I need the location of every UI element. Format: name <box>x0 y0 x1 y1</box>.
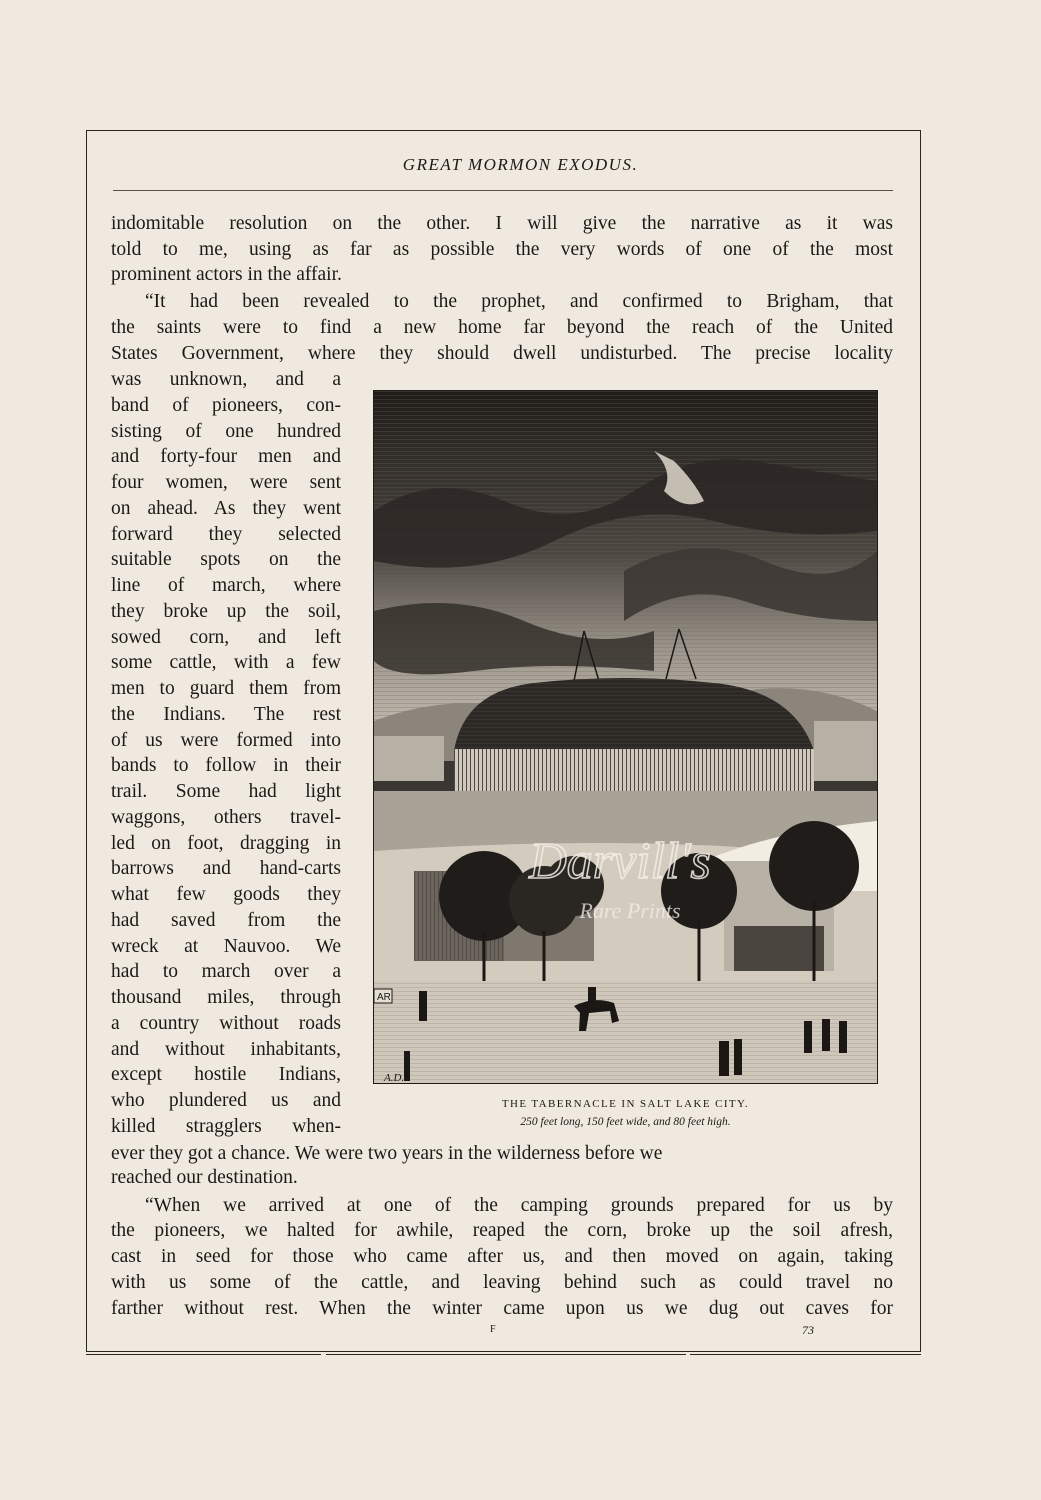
column-text-line: the Indians. The rest <box>111 703 341 725</box>
tabernacle-engraving <box>373 390 878 1084</box>
column-text-line: had to march over a <box>111 961 341 983</box>
column-text-line: a country without roads <box>111 1012 341 1034</box>
column-text-line: and without inhabitants, <box>111 1038 341 1060</box>
text-line: farther without rest. When the winter came upon us we dug out caves for <box>111 1298 893 1319</box>
column-text-line: men to guard them from <box>111 678 341 699</box>
running-head: GREAT MORMON EXODUS. <box>402 155 639 174</box>
column-text-line: some cattle, with a few <box>111 652 341 674</box>
footer-rule-left <box>86 1354 321 1355</box>
sign-label: AR <box>377 992 391 1003</box>
column-text-line: led on foot, dragging in <box>111 832 341 854</box>
signature-mark: F <box>490 1324 496 1335</box>
column-text-line: had saved from the <box>111 909 341 931</box>
column-text-line: on ahead. As they went <box>111 497 341 519</box>
column-text-line: what few goods they <box>111 884 341 905</box>
column-text-line: forward they selected <box>111 523 341 545</box>
illustration-caption: THE TABERNACLE IN SALT LAKE CITY. <box>501 1098 750 1110</box>
watermark-line2: Rare Prints <box>579 898 681 923</box>
text-line: told to me, using as far as possible the very words of one of the most <box>111 239 893 260</box>
text-line: “When we arrived at one of the camping grounds prepared for us by <box>145 1195 893 1216</box>
header-rule <box>113 190 893 191</box>
text-line: “It had been revealed to the prophet, and confirmed to Brigham, that <box>145 291 893 312</box>
text-line: the pioneers, we halted for awhile, reaped the corn, broke up the soil afresh, <box>111 1220 893 1241</box>
column-text-line: except hostile Indians, <box>111 1064 341 1086</box>
artist-signature: A.D. <box>384 1072 405 1083</box>
column-text-line: wreck at Nauvoo. We <box>111 935 341 957</box>
column-text-line: four women, were sent <box>111 472 341 493</box>
column-text-line: waggons, others travel- <box>111 806 341 828</box>
column-text-line: sowed corn, and left <box>111 626 341 648</box>
footer-rule-right <box>690 1354 921 1355</box>
page-number: 73 <box>802 1323 814 1337</box>
column-text-line: who plundered us and <box>111 1090 341 1111</box>
text-line: cast in seed for those who came after us, and then moved on again, taking <box>111 1246 893 1267</box>
column-text-line: sisting of one hundred <box>111 420 341 442</box>
column-text-line: they broke up the soil, <box>111 600 341 622</box>
text-line: with us some of the cattle, and leaving behind such as could travel no <box>111 1272 893 1293</box>
column-text-line: trail. Some had light <box>111 781 341 802</box>
text-line: indomitable resolution on the other. I will give the narrative as it was <box>111 213 893 234</box>
column-text-line: bands to follow in their <box>111 755 341 777</box>
text-line: the saints were to find a new home far beyond the reach of the United <box>111 317 893 338</box>
column-text-line: was unknown, and a <box>111 369 341 390</box>
illustration-dimensions: 250 feet long, 150 feet wide, and 80 feet high. <box>520 1116 731 1128</box>
watermark-line1: Darvill's <box>529 833 711 890</box>
column-text-line: barrows and hand-carts <box>111 858 341 880</box>
column-text-line: line of march, where <box>111 575 341 596</box>
column-text-line: and forty-four men and <box>111 446 341 468</box>
column-text-line: thousand miles, through <box>111 987 341 1008</box>
column-text-line: of us were formed into <box>111 729 341 751</box>
column-text-line: suitable spots on the <box>111 549 341 571</box>
text-line: prominent actors in the affair. <box>111 264 342 285</box>
text-line: reached our destination. <box>111 1167 298 1188</box>
text-line: ever they got a chance. We were two years in the wilderness before we <box>111 1143 663 1164</box>
column-text-line: band of pioneers, con- <box>111 394 341 416</box>
column-text-line: killed stragglers when- <box>111 1115 341 1137</box>
text-line: States Government, where they should dwell undisturbed. The precise locality <box>111 343 893 364</box>
footer-rule-center <box>326 1354 686 1355</box>
